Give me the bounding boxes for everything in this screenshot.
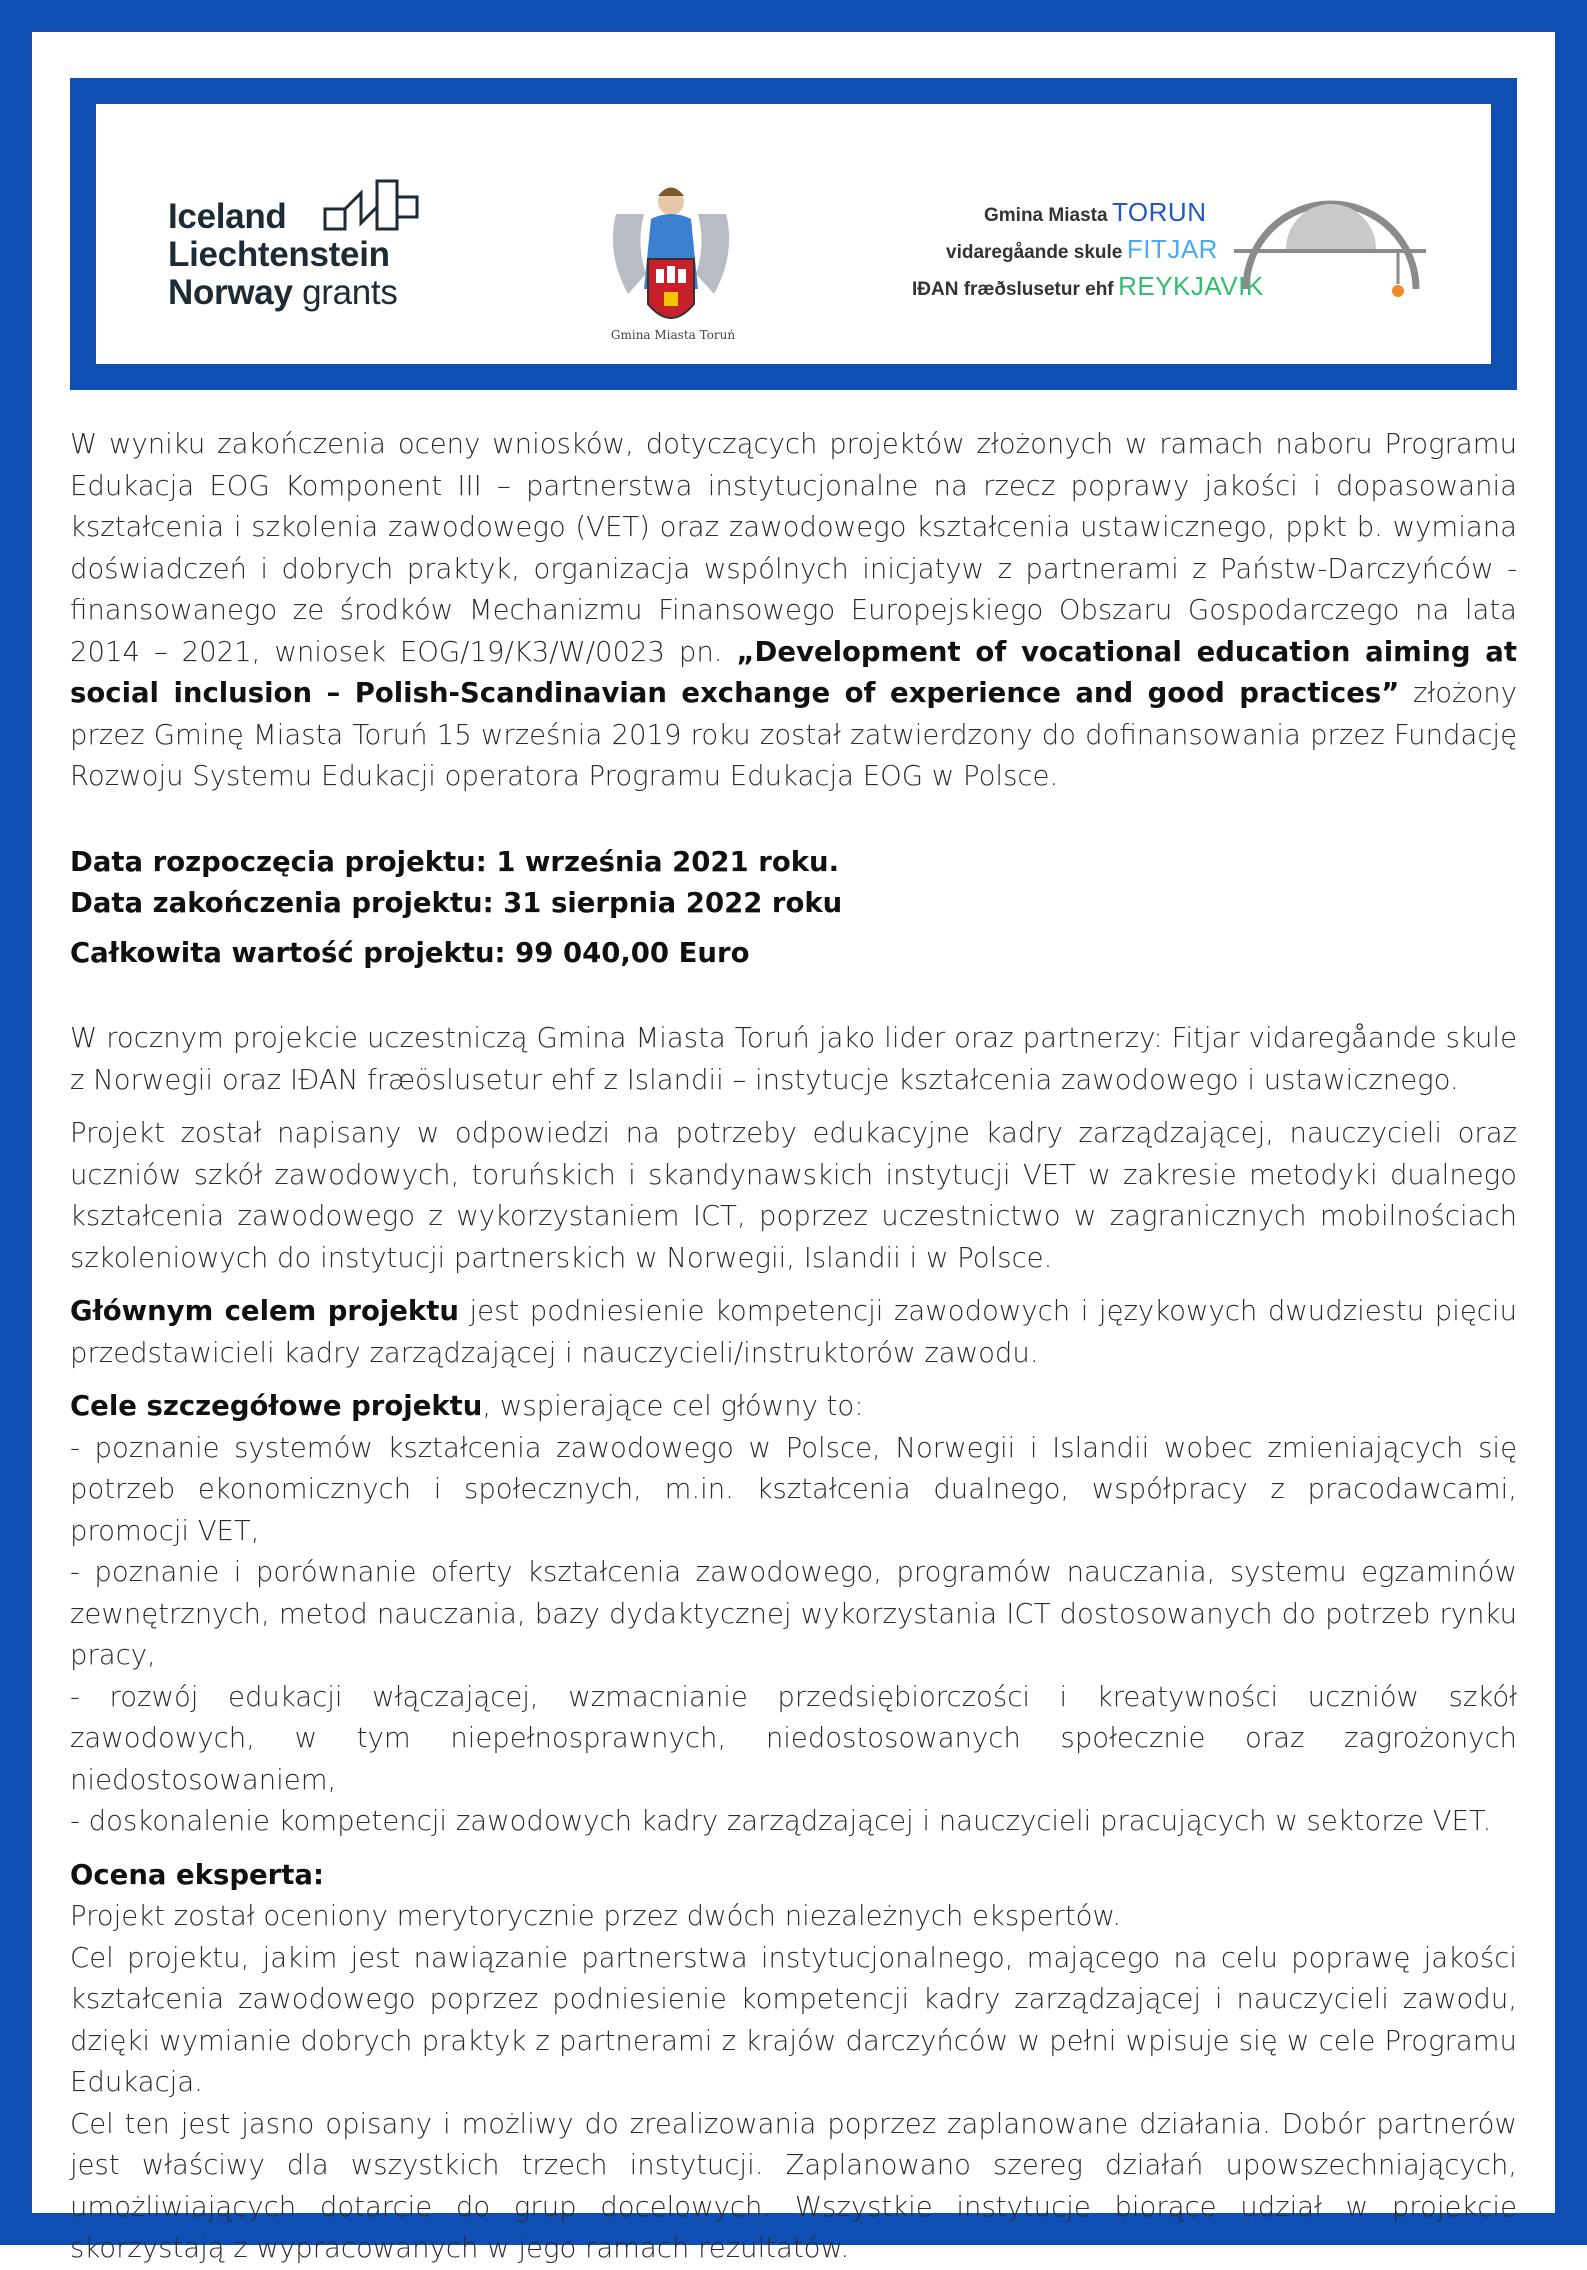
main-goal-text: jest podniesienie kompetencji zawodowych i językowych dwudziestu pięciu przedstawicieli kadry zarządzającej i nauczycieli/instruktorów zawodu. [70,1295,1517,1369]
assessment-p3: Cel ten jest jasno opisany i możliwy do zrealizowania poprzez zaplanowane działania. Dobór partnerów jest właściwy dla wszystkich trzech instytucji. Zaplanowano szereg działań upowszechniających, umożliwiających dotarcie do grup docelowych. Wszystkie instytucje biorące udział w projekcie skorzystają z wypracowanych w jego ramach rezultatów. [70,2107,1517,2264]
eea-line-norway: Norway [168,273,293,312]
intro-paragraph [70,424,1517,798]
eea-grants-logo [168,144,468,324]
torun-angel-crest-icon [606,174,736,339]
partners-paragraph: W rocznym projekcie uczestniczą Gmina Miasta Toruń jako lider oraz partnerzy: Fitjar vidaregåande skule z Norwegii oraz IÐAN fræöslusetur ehf z Islandii – instytucje kształcenia zawodowego i ustawicznego. [70,1022,1517,1096]
project-title: „Development of vocational education aiming at social inclusion – Polish-Scandinavian exchange of experience and good practices” [70,635,1518,709]
eea-line-iceland: Iceland [168,197,287,236]
specific-goal-item: - rozwój edukacji włączającej, wzmacnianie przedsiębiorczości i kreatywności uczniów szkół zawodowych, w tym niepełnosprawnych, niedostosowanych społecznie oraz zagrożonych niedostosowaniem, [70,1680,1517,1796]
specific-goal-item: - poznanie systemów kształcenia zawodowego w Polsce, Norwegii i Islandii wobec zmieniających się potrzeb ekonomicznych i społecznych, m.in. kształcenia dualnego, współpracy z pracodawcami, promocji VET, [70,1431,1517,1547]
logo-banner [70,78,1517,390]
needs-paragraph: Projekt został napisany w odpowiedzi na potrzeby edukacyjne kadry zarządzającej, nauczycieli oraz uczniów szkół zawodowych, toruńskich i skandynawskich instytucji VET w zakresie metodyki dualnego kształcenia zawodowego z wykorzystaniem ICT, poprzez uczestnictwo w zagranicznych mobilnościach szkoleniowych do instytucji partnerskich w Norwegii, Islandii i w Polsce. [70,1117,1517,1274]
total-value: Całkowita wartość projektu: 99 040,00 Euro [70,936,750,969]
assessment-heading: Ocena eksperta: [70,1858,324,1891]
document-body [70,424,1517,2270]
partner3-big: REYKJAVIK [1118,271,1264,301]
main-goal-label: Głównym celem projektu [70,1295,459,1327]
end-date: Data zakończenia projektu: 31 sierpnia 2022 roku [70,887,843,919]
partner3-small: IÐAN fræðslusetur ehf [912,279,1114,300]
partner-institutions-logo [886,179,1446,329]
crest-caption: Gmina Miasta Toruń [610,328,736,342]
start-date: Data rozpoczęcia projektu: 1 września 2021 roku. [70,845,840,878]
specific-goal-item: - doskonalenie kompetencji zawodowych kadry zarządzającej i nauczycieli pracujących w sektorze VET. [70,1805,1492,1837]
main-goal-paragraph [70,1291,1517,1374]
assessment-p1: Projekt został oceniony merytorycznie przez dwóch niezależnych ekspertów. [70,1900,1122,1932]
partner1-small: Gmina Miasta [984,205,1108,226]
intro-text-b: złożony przez Gminę Miasta Toruń 15 września 2019 roku został zatwierdzony do dofinansowania przez Fundację Rozwoju Systemu Edukacji operatora Programu Edukacja EOG w Polsce. [70,677,1517,792]
eea-grants-wordmark [168,198,398,312]
specific-goals-label: Cele szczegółowe projektu [70,1390,483,1422]
specific-goals-intro-text: , wspierające cel główny to: [482,1390,864,1422]
intro-text-a: W wyniku zakończenia oceny wniosków, dotyczących projektów złożonych w ramach naboru Programu Edukacja EOG Komponent III – partnerstwa instytucjonalne na rzecz poprawy jakości i dopasowania kształcenia i szkolenia zawodowego (VET) oraz zawodowego kształcenia ustawicznego, ppkt b. wymiana doświadczeń i dobrych praktyk, organizacja wspólnych inicjatyw z partnerami z Państw-Darczyńców - finansowanego ze środków Mechanizmu Finansowego Europejskiego Obszaru Gospodarczego na lata 2014 – 2021, wniosek EOG/19/K3/W/0023 pn. [70,428,1517,668]
specific-goal-item: - poznanie i porównanie oferty kształcenia zawodowego, programów nauczania, systemu egzaminów zewnętrznych, metod nauczania, bazy dydaktycznej wykorzystania ICT dostosowanych do potrzeb rynku pracy, [70,1556,1517,1671]
partner-arch-icon [1226,189,1436,299]
specific-goals-intro [70,1386,1517,1428]
partner2-big: FITJAR [1126,234,1218,264]
partner2-small: vidaregåande skule [946,242,1123,263]
eea-line-grants: grants [302,273,398,312]
assessment-p2: Cel projektu, jakim jest nawiązanie partnerstwa instytucjonalnego, mającego na celu poprawę jakości kształcenia zawodowego poprzez podniesienie kompetencji kadry zarządzającej i nauczycieli zawodu, dzięki wymianie dobrych praktyk z partnerami z krajów darczyńców w pełni wpisuje się w cele Programu Edukacja. [70,1941,1517,2098]
eea-line-liechtenstein: Liechtenstein [168,235,390,274]
partner1-big: TORUN [1112,197,1207,227]
